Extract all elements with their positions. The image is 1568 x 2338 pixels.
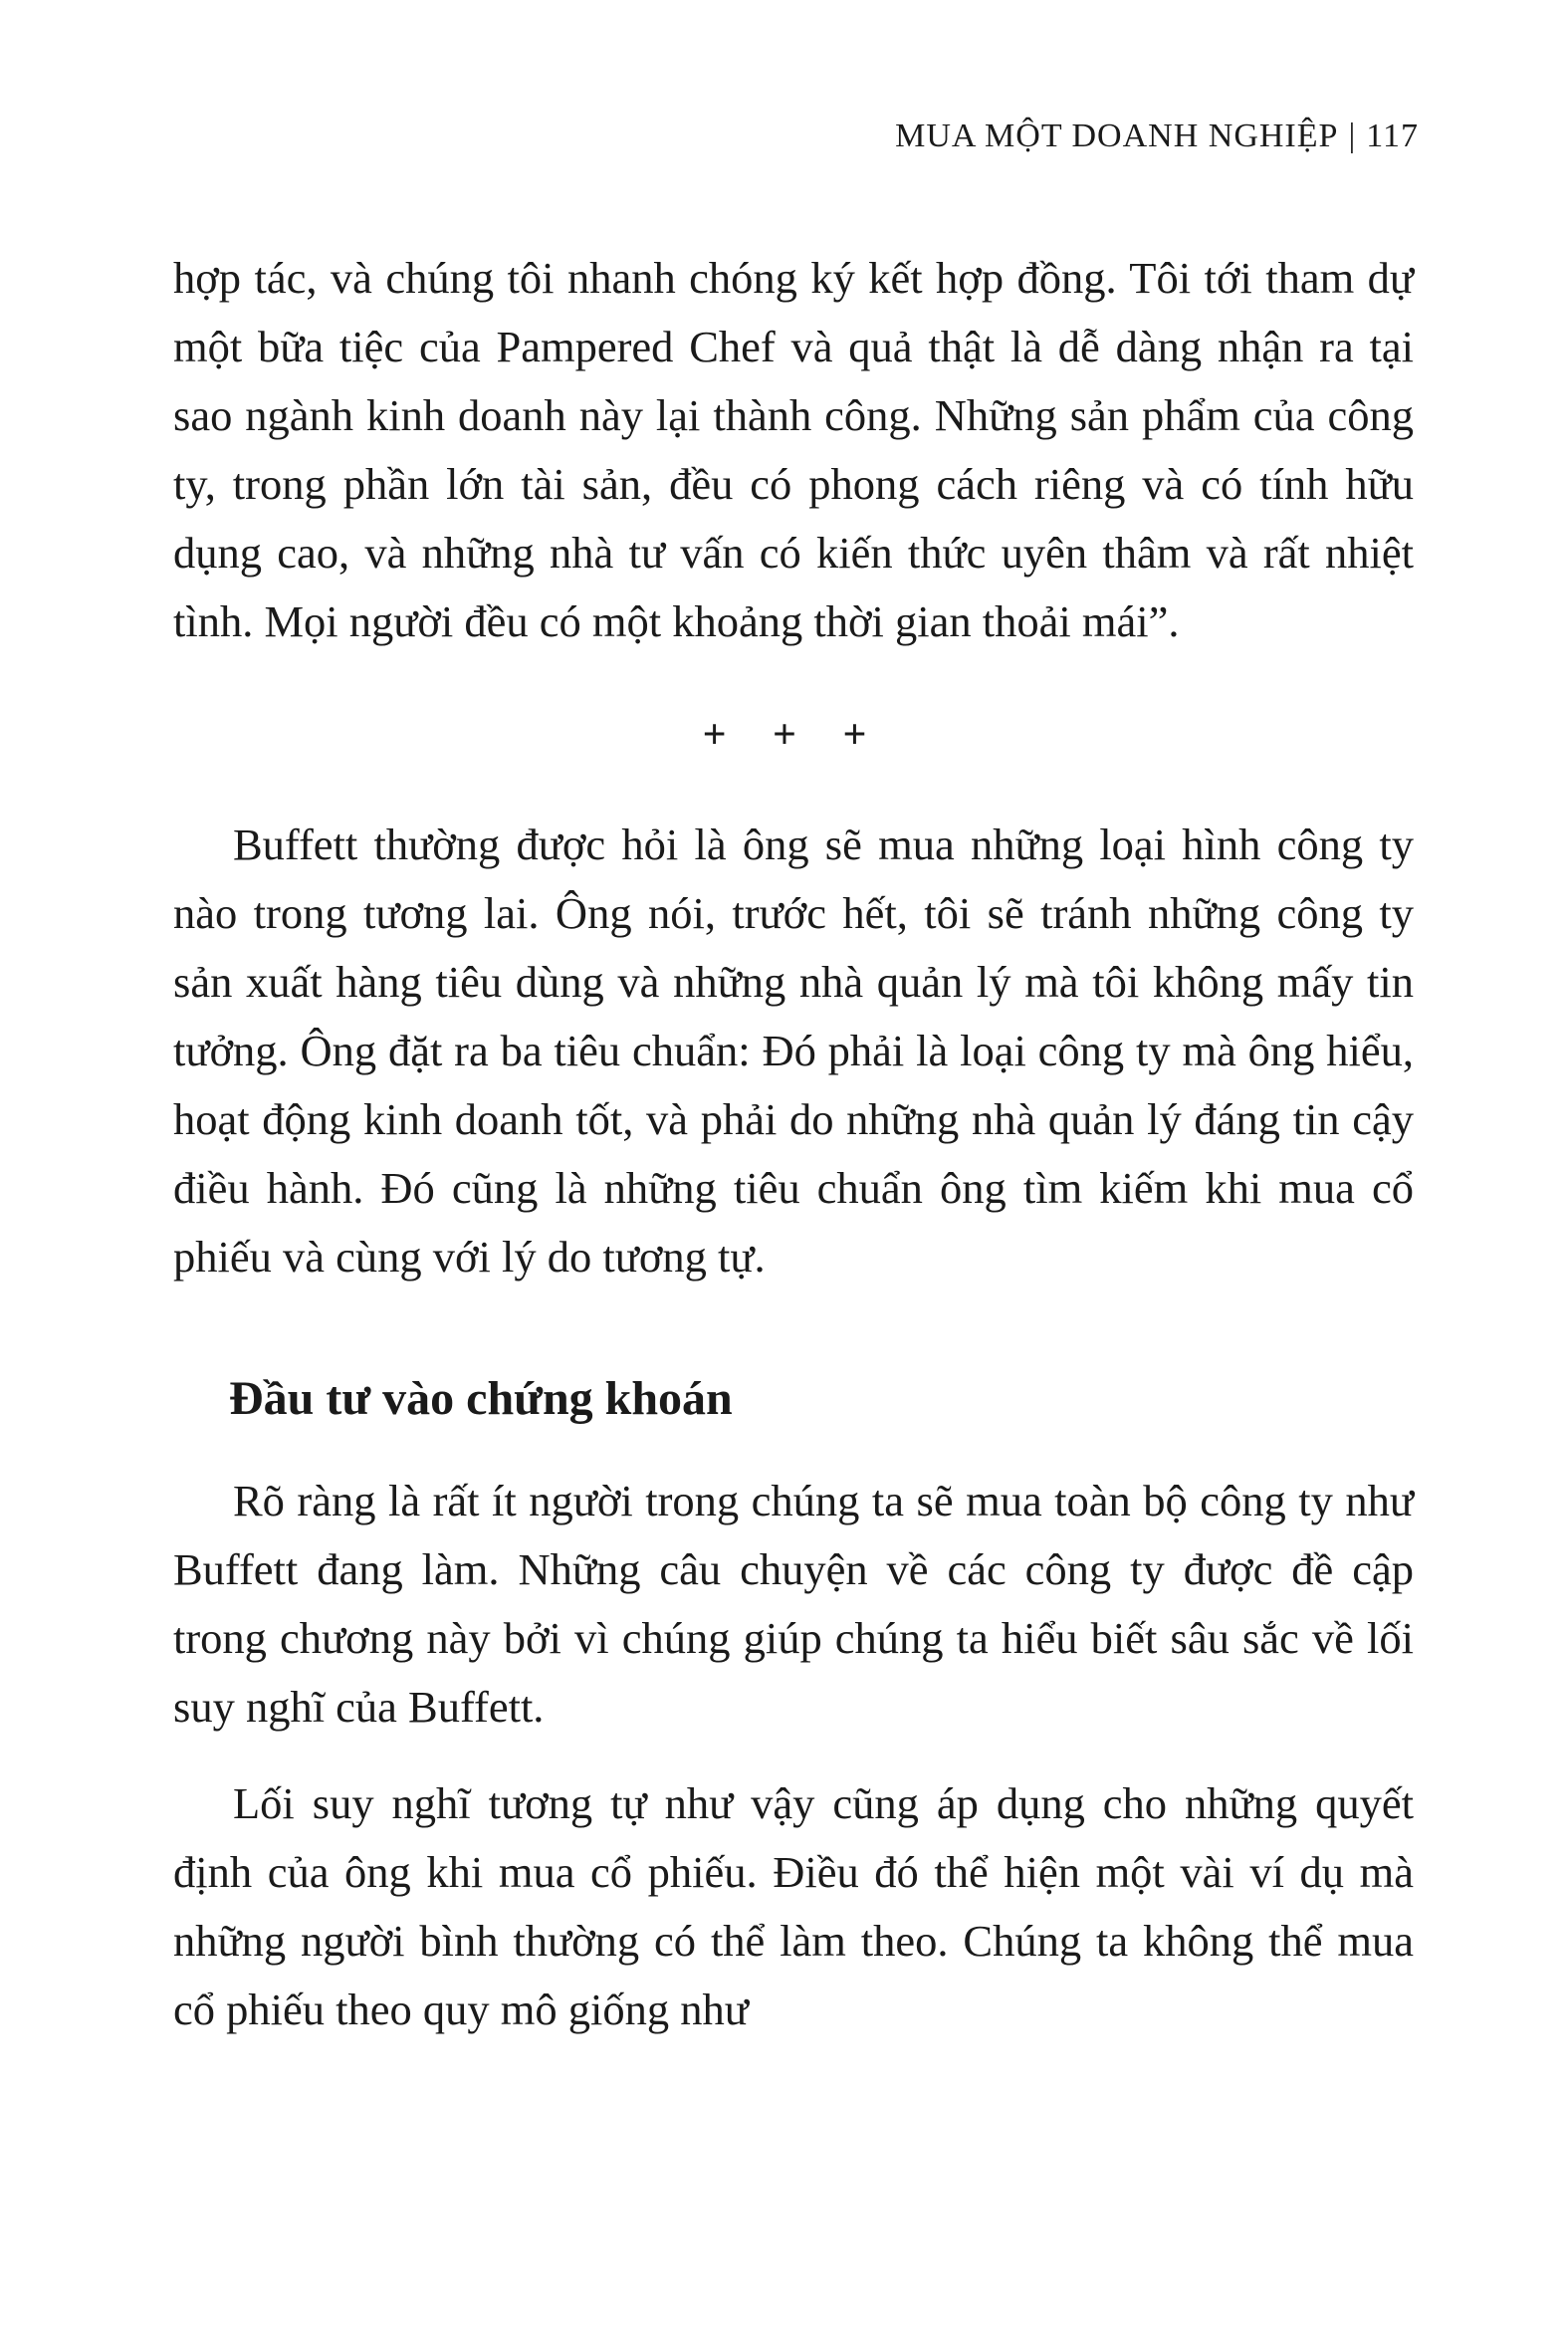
paragraph-buffett-criteria: Buffett thường được hỏi là ông sẽ mua những loại hình công ty nào trong tương lai. Ông nói, trước hết, tôi sẽ tránh những công ty sản xuất hàng tiêu dùng và những nhà quản lý mà tôi không mấy tin tưởng. Ông đặt ra ba tiêu chuẩn: Đó phải là loại công ty mà ông hiểu, hoạt động kinh doanh tốt, và phải do những nhà quản lý đáng tin cậy điều hành. Đó cũng là những tiêu chuẩn ông tìm kiếm khi mua cổ phiếu và cùng với lý do tương tự. xyxy=(173,819,1414,1282)
chapter-title: MUA MỘT DOANH NGHIỆP xyxy=(895,117,1339,154)
section-heading: Đầu tư vào chứng khoán xyxy=(229,1372,733,1425)
paragraph-investing-intro: Rõ ràng là rất ít người trong chúng ta sẽ mua toàn bộ công ty như Buffett đang làm. Những câu chuyện về các công ty được đề cập trong chương này bởi vì chúng giúp chúng ta hiểu biết sâu sắc về lối suy nghĩ của Buffett. xyxy=(173,1476,1414,1732)
running-head-separator: | xyxy=(1348,117,1357,154)
running-head xyxy=(895,117,1419,155)
paragraph-stock-decisions: Lối suy nghĩ tương tự như vậy cũng áp dụng cho những quyết định của ông khi mua cổ phiếu. Điều đó thể hiện một vài ví dụ mà những người bình thường có thể làm theo. Chúng ta không thể mua cổ phiếu theo quy mô giống như xyxy=(173,1778,1414,2034)
page-number: 117 xyxy=(1366,117,1419,154)
page-body xyxy=(173,244,1414,2044)
paragraph-continued: hợp tác, và chúng tôi nhanh chóng ký kết hợp đồng. Tôi tới tham dự một bữa tiệc của Pampered Chef và quả thật là dễ dàng nhận ra tại sao ngành kinh doanh này lại thành công. Những sản phẩm của công ty, trong phần lớn tài sản, đều có phong cách riêng và có tính hữu dụng cao, và những nhà tư vấn có kiến thức uyên thâm và rất nhiệt tình. Mọi người đều có một khoảng thời gian thoải mái”. xyxy=(173,253,1414,646)
section-separator: + + + xyxy=(702,712,885,758)
